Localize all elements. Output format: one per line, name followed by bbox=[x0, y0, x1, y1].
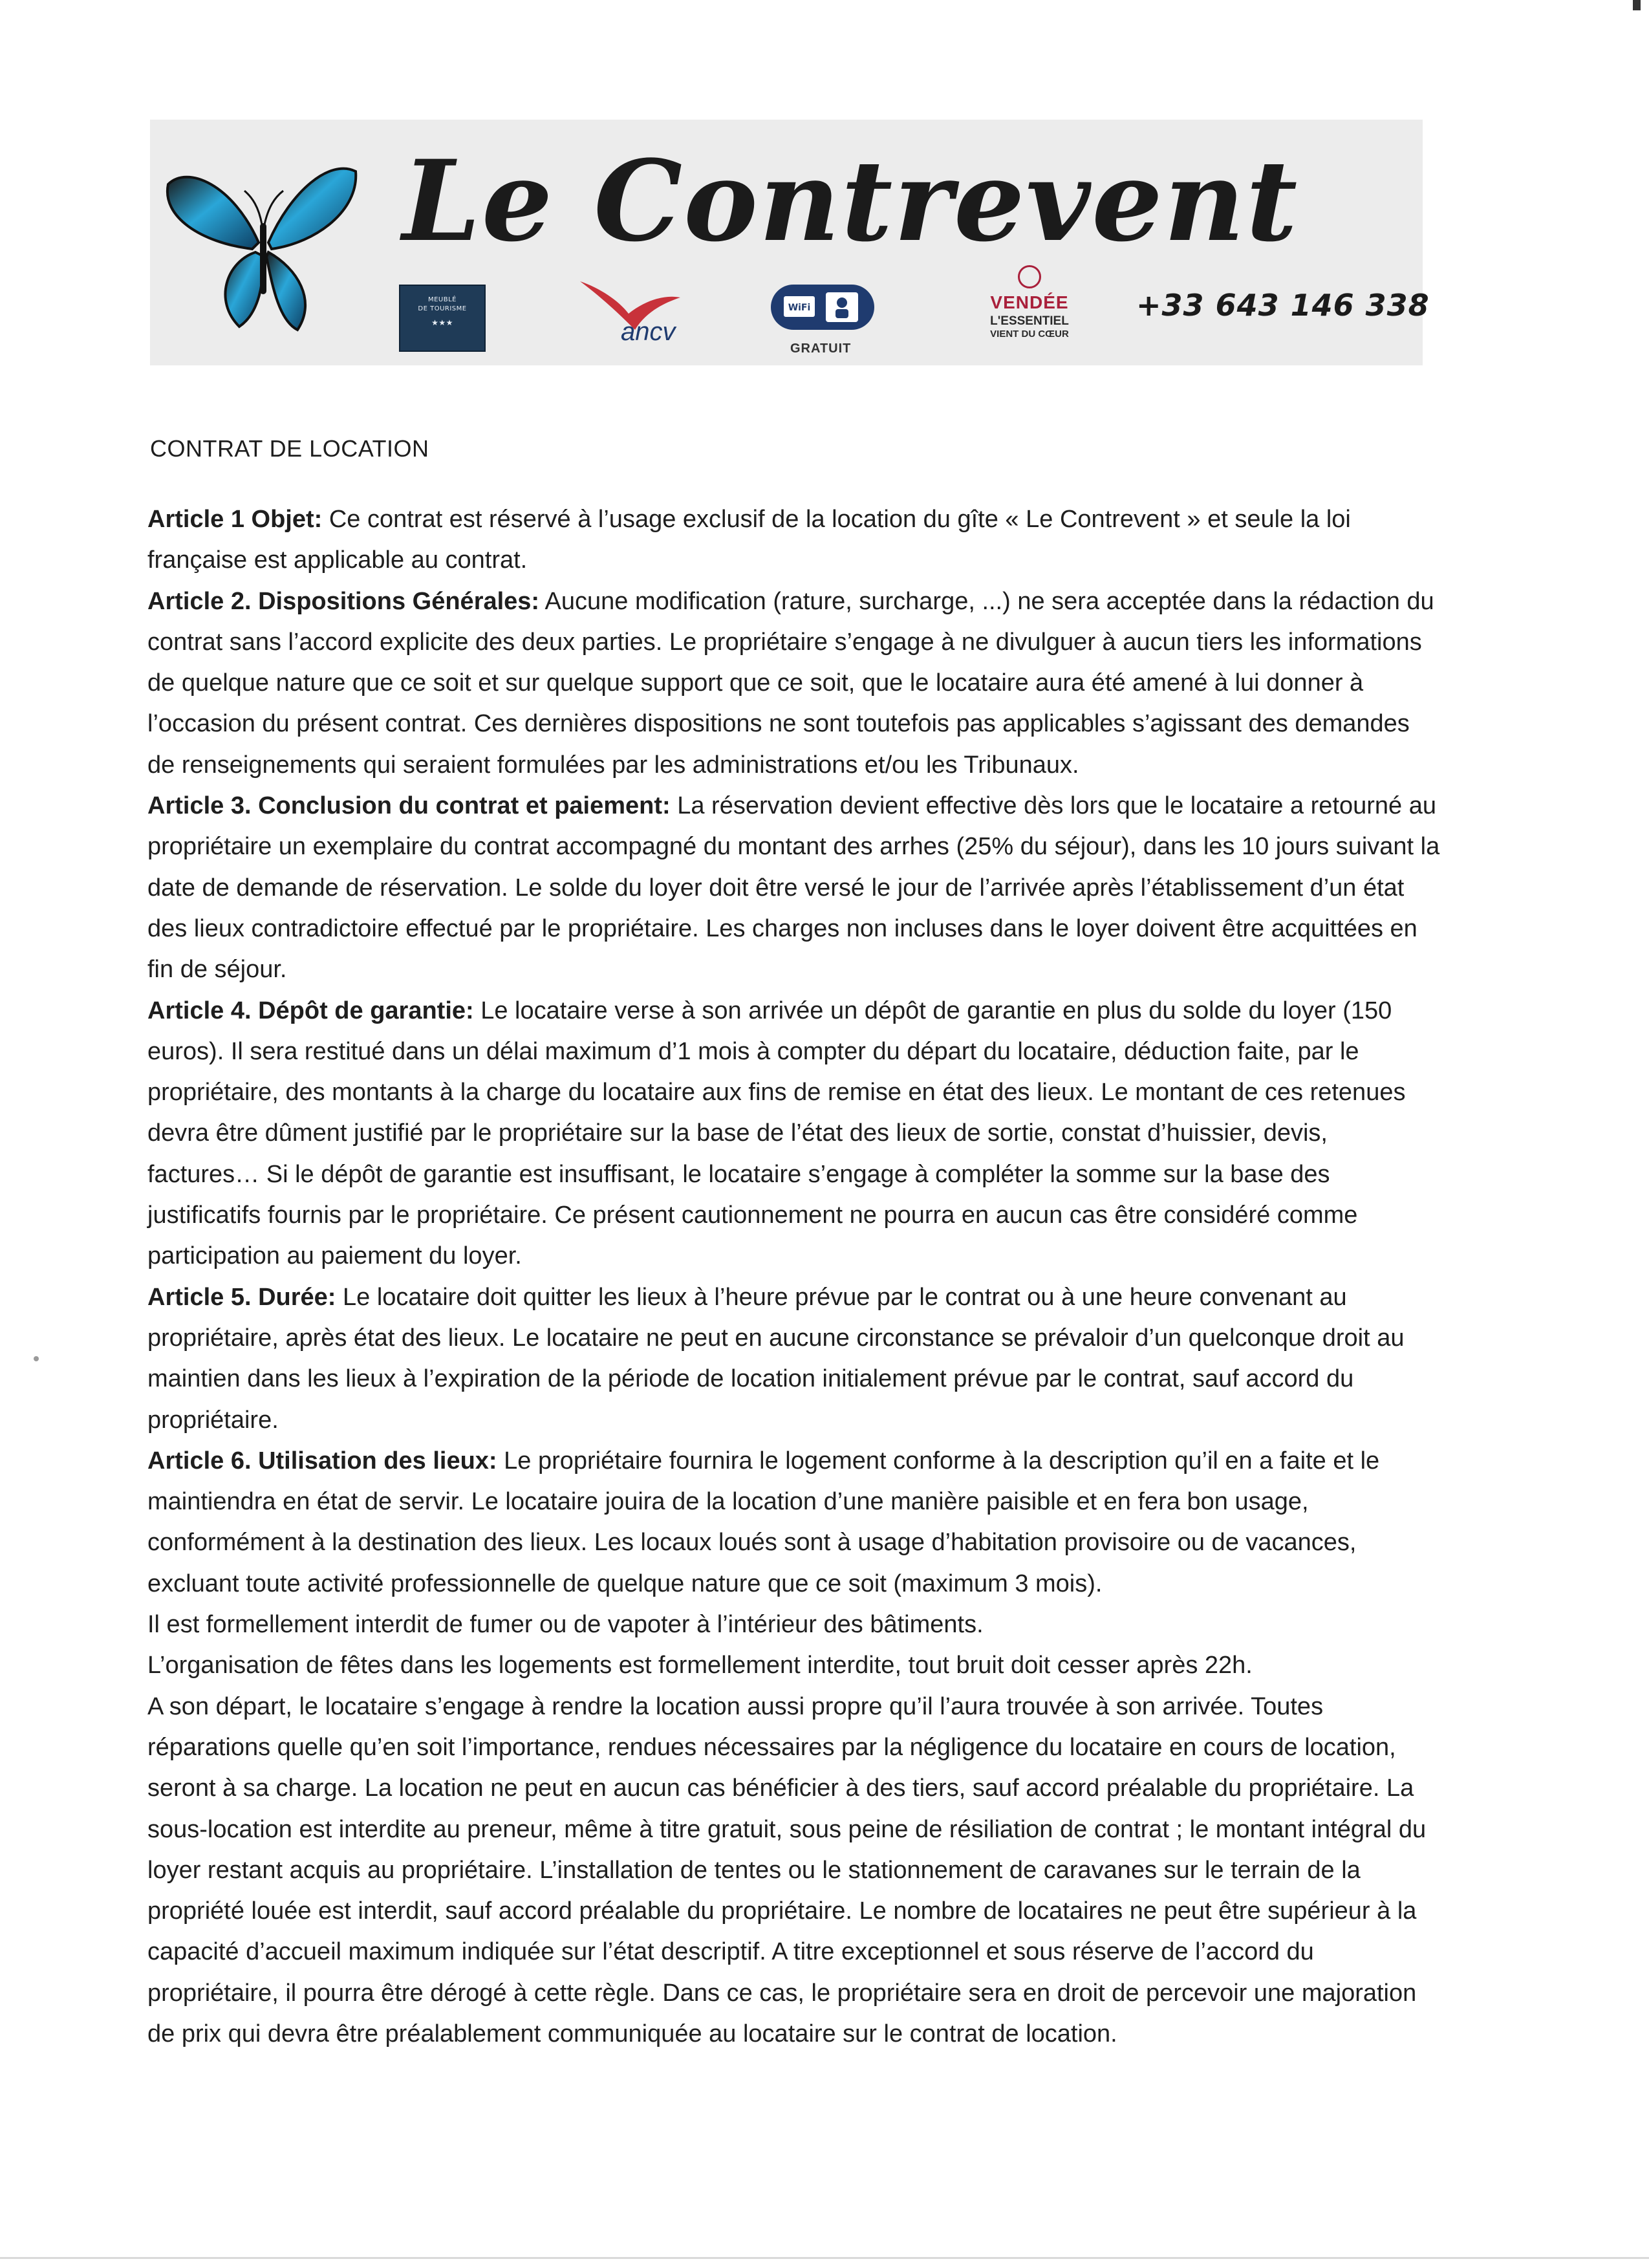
phone-number: +33 643 146 338 bbox=[1136, 288, 1430, 323]
vendee-logo bbox=[978, 265, 1081, 356]
ancv-label: ancv bbox=[621, 318, 676, 346]
party-rule: L’organisation de fêtes dans les logements est formellement interdite, tout bruit doit cesser après 22h. bbox=[147, 1652, 1253, 1679]
smoking-rule: Il est formellement interdit de fumer ou de vapoter à l’intérieur des bâtiments. bbox=[147, 1611, 984, 1639]
badge-meuble-line2: DE TOURISME bbox=[418, 305, 467, 312]
article-1 bbox=[147, 499, 1441, 581]
article-4-label: Article 4. Dépôt de garantie: bbox=[147, 997, 474, 1024]
article-2-text: Aucune modification (rature, surcharge, ...) ne sera acceptée dans la rédaction du contrat sans l’accord explicite des deux parties. Le propriétaire s’engage à ne divulguer à aucun tiers les informations de quelque nature que ce soit et sur quelque support que ce soit, que le locataire aura été amené à lui donner à l’occasion du présent contrat. Ces dernières dispositions ne sont toutefois pas applicables s’agissant des demandes de renseignements qui seraient formulées par les administrations et/ou les Tribunaux. bbox=[147, 587, 1434, 779]
contract-body bbox=[147, 499, 1441, 2055]
vendee-seal-icon bbox=[1018, 265, 1041, 288]
article-5 bbox=[147, 1277, 1441, 1441]
article-4 bbox=[147, 991, 1441, 1277]
badge-meuble-line1: MEUBLÉ bbox=[427, 296, 457, 303]
wifi-free-logo-icon bbox=[768, 278, 878, 340]
article-4-text: Le locataire verse à son arrivée un dépôt de garantie en plus du solde du loyer (150 euros). Il sera restitué dans un délai maximum d’1 mois à compter du départ du locataire, déduction faite, par le propriétaire, des montants à la charge du locataire aux fins de remise en état des lieux. Le montant de ces retenues devra être dûment justifié par le propriétaire sur la base de l’état des lieux de sortie, constat d’huissier, devis, factures… Si le dépôt de garantie est insuffisant, le locataire s’engage à compléter la somme sur la base des justificatifs fournis par le propriétaire. Ce présent cautionnement ne pourra en aucun cas être considéré comme participation au paiement du loyer. bbox=[147, 997, 1406, 1270]
vendee-name: VENDÉE bbox=[990, 292, 1069, 312]
svg-text:WiFi: WiFi bbox=[788, 303, 811, 313]
meuble-tourisme-badge-icon bbox=[399, 285, 486, 352]
document-heading: CONTRAT DE LOCATION bbox=[150, 435, 429, 462]
article-3-label: Article 3. Conclusion du contrat et paiement: bbox=[147, 792, 671, 820]
article-1-label: Article 1 Objet: bbox=[147, 506, 323, 533]
brand-title: Le Contrevent bbox=[402, 135, 1299, 266]
vendee-tagline-2: VIENT DU CŒUR bbox=[990, 329, 1069, 340]
article-6 bbox=[147, 1441, 1441, 1604]
scan-corner-mark bbox=[1633, 0, 1641, 10]
butterfly-logo-icon bbox=[162, 146, 362, 340]
scan-speck bbox=[34, 1356, 39, 1361]
article-3 bbox=[147, 786, 1441, 990]
wifi-free-label: GRATUIT bbox=[790, 341, 852, 356]
badge-meuble-stars: ★★★ bbox=[431, 318, 453, 327]
article-1-text: Ce contrat est réservé à l’usage exclusif de la location du gîte « Le Contrevent » et seule la loi française est applicable au contrat. bbox=[147, 506, 1351, 574]
page-bottom-edge bbox=[0, 2257, 1649, 2259]
article-2-label: Article 2. Dispositions Générales: bbox=[147, 587, 540, 615]
vendee-tagline-1: L'ESSENTIEL bbox=[990, 314, 1069, 328]
article-2 bbox=[147, 581, 1441, 786]
article-3-text: La réservation devient effective dès lors que le locataire a retourné au propriétaire un exemplaire du contrat accompagné du montant des arrhes (25% du séjour), dans les 10 jours suivant la date de demande de réservation. Le solde du loyer doit être versé le jour de l’arrivée après l’établissement d’un état des lieux contradictoire effectué par le propriétaire. Les charges non incluses dans le loyer doivent être acquittées en fin de séjour. bbox=[147, 792, 1440, 984]
article-5-label: Article 5. Durée: bbox=[147, 1283, 336, 1311]
article-5-text: Le locataire doit quitter les lieux à l’heure prévue par le contrat ou à une heure convenant au propriétaire, après état des lieux. Le locataire ne peut en aucune circonstance se prévaloir d’un quelconque droit au maintien dans les lieux à l’expiration de la période de location initialement prévue par le contrat, sauf accord du propriétaire. bbox=[147, 1283, 1405, 1434]
article-6-label: Article 6. Utilisation des lieux: bbox=[147, 1447, 497, 1474]
article-6-text: Le propriétaire fournira le logement conforme à la description qu’il en a faite et le maintiendra en état de servir. Le locataire jouira de la location d’une manière paisible et en fera bon usage, conformément à la destination des lieux. Les locaux loués sont à usage d’habitation provisoire ou de vacances, excluant toute activité professionnelle de quelque nature que ce soit (maximum 3 mois). bbox=[147, 1447, 1380, 1597]
departure-conditions: A son départ, le locataire s’engage à rendre la location aussi propre qu’il l’aura trouvée à son arrivée. Toutes réparations quelle qu’en soit l’importance, rendues nécessaires par la négligence du locataire en cours de location, seront à sa charge. La location ne peut en aucun cas bénéficier à des tiers, sauf accord préalable du propriétaire. La sous-location est interdite au preneur, même à titre gratuit, sous peine de résiliation de contrat ; le montant intégral du loyer restant acquis au propriétaire. L’installation de tentes ou le stationnement de caravanes sur le terrain de la propriété louée est interdit, sauf accord préalable du propriétaire. Le nombre de locataires ne peut être supérieur à la capacité d’accueil maximum indiquée sur l’état descriptif. A titre exceptionnel et sous réserve de l’accord du propriétaire, il pourra être dérogé à cette règle. Dans ce cas, le propriétaire sera en droit de percevoir une majoration de prix qui devra être préalablement communiquée au locataire sur le contrat de location. bbox=[147, 1692, 1427, 2047]
